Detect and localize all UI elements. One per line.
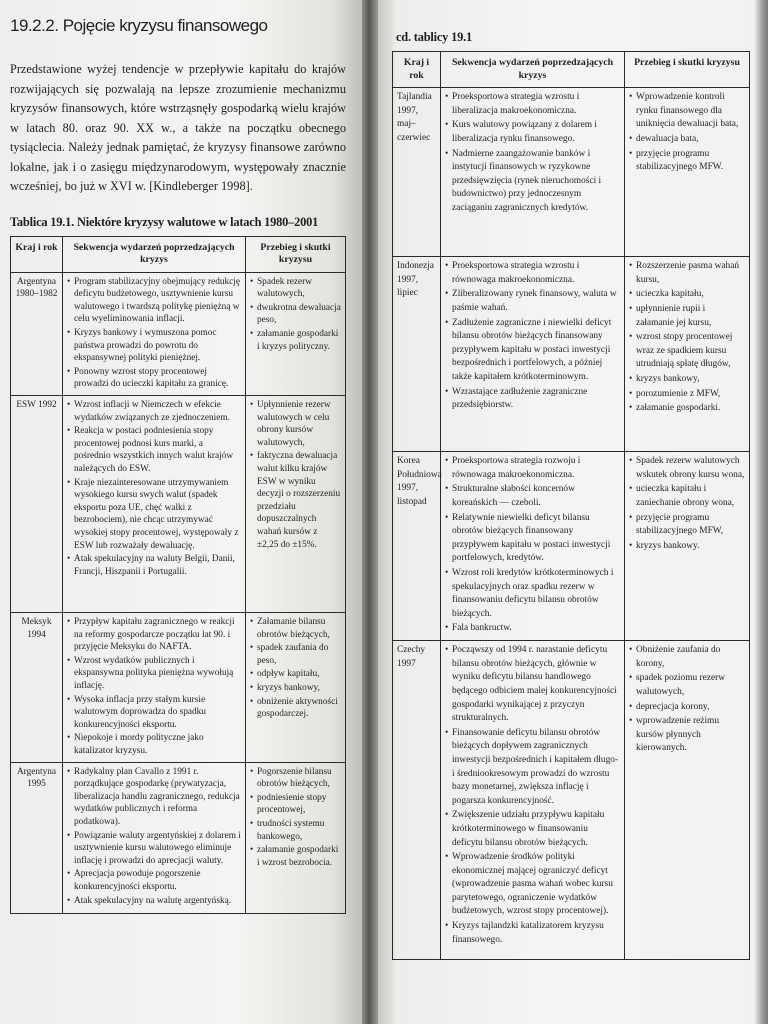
section-heading: 19.2.2. Pojęcie kryzysu finansowego xyxy=(10,16,268,35)
list-item: • Reakcja w postaci podniesienia stopy procentowej podnosi kurs marki, a pośrednio wszystkich innych walut krajów należących do ESW. xyxy=(67,425,241,475)
list-item: • załamanie gospodarki i kryzys polityczny. xyxy=(250,328,341,353)
header-country: Kraj i rok xyxy=(11,236,63,272)
list-item: • kryzys bankowy. xyxy=(629,540,745,554)
effects-cell xyxy=(246,396,346,613)
list-item: • obniżenie aktywności gospodarczej. xyxy=(250,696,341,721)
country-cell: ESW 1992 xyxy=(11,396,63,613)
list-item: • Pogorszenie bilansu obrotów bieżących, xyxy=(250,766,341,791)
sequence-cell xyxy=(441,88,625,257)
country-cell: Argentyna 1995 xyxy=(11,762,63,913)
effects-cell xyxy=(625,452,750,641)
list-item: • Ponowny wzrost stopy procentowej prowadzi do ucieczki kapitału za granicę. xyxy=(67,366,241,391)
list-item: • faktyczna dewaluacja walut kilku krajów ESW w wyniku decyzji o rozszerzeniu przedziału dopuszczalnych wahań kursów z ±2,25 do ±15%. xyxy=(250,450,341,551)
list-item: • Począwszy od 1994 r. narastanie deficytu bilansu obrotów bieżących, głównie w wyniku deficytu bilansu handlowego będącego odbiciem malej konkurencyjności gospodarki wynikającej z przyczyn strukturalnych. xyxy=(445,644,620,726)
list-item: • Zwiększenie udziału przypływu kapitału krótkoterminowego w finansowaniu deficytu bilansu obrotów bieżących. xyxy=(445,809,620,850)
list-item: • Upłynnienie rezerw walutowych w celu obrony kursów walutowych, xyxy=(250,399,341,449)
list-item: • spadek poziomu rezerw walutowych, xyxy=(629,672,745,699)
table-row xyxy=(393,257,750,452)
list-item: • trudności systemu bankowego, xyxy=(250,818,341,843)
table-header-row xyxy=(11,236,346,272)
list-item: • wzrost stopy procentowej wraz ze spadkiem kursu utrudniają spłatę długów, xyxy=(629,331,745,372)
list-item: • Proeksportowa strategia wzrostu i równowaga makroekonomiczna. xyxy=(445,260,620,287)
list-item: • ucieczka kapitału i zaniechanie obrony wona, xyxy=(629,483,745,510)
list-item: • Finansowanie deficytu bilansu obrotów bieżących dopływem zagranicznych inwestycji bezpośrednich i kapitałem długo- i średniookresowym prowadzi do wzrostu bazy monetarnej, zwiększa inflację i pogarsza konkurencyjność. xyxy=(445,727,620,809)
effects-cell xyxy=(246,613,346,763)
list-item: • Program stabilizacyjny obejmujący redukcję deficytu budżetowego, usztywnienie kursu walutowego i twardszą politykę pieniężną w celu wyeliminowania inflacji. xyxy=(67,276,241,326)
list-item: • upłynnienie rupii i załamanie jej kursu, xyxy=(629,303,745,330)
list-item: • Nadmierne zaangażowanie banków i instytucji finansowych w ryzykowne przedsięwzięcia (rynek nieruchomości i budownictwo) przy jednoczesnym zaciąganiu zagranicznych kredytów. xyxy=(445,148,620,216)
crisis-table-continued xyxy=(392,51,750,960)
list-item: • Wzrastające zadłużenie zagraniczne przedsiębiorstw. xyxy=(445,386,620,413)
table-caption: Tablica 19.1. Niektóre kryzysy walutowe w latach 1980–2001 xyxy=(10,214,319,229)
list-item: • porozumienie z MFW, xyxy=(629,388,745,402)
list-item: • kryzys bankowy, xyxy=(250,682,341,695)
sequence-cell xyxy=(63,396,246,613)
list-item: • Proeksportowa strategia rozwoju i równowaga makroekonomiczna. xyxy=(445,455,620,482)
list-item: • Niepokoje i mordy polityczne jako katalizator kryzysu. xyxy=(67,732,241,757)
list-item: • załamanie gospodarki. xyxy=(629,402,745,416)
effects-cell xyxy=(625,641,750,960)
list-item: • ucieczka kapitału, xyxy=(629,288,745,302)
table-row xyxy=(393,88,750,257)
list-item: • odpływ kapitału, xyxy=(250,668,341,681)
table-row xyxy=(11,272,346,395)
table-continuation-caption: cd. tablicy 19.1 xyxy=(396,30,472,44)
country-cell: Tajlandia 1997, maj–czerwiec xyxy=(393,88,441,257)
sequence-cell xyxy=(63,272,246,395)
sequence-cell xyxy=(441,641,625,960)
list-item: • deprecjacja korony, xyxy=(629,701,745,715)
header-sequence: Sekwencja wydarzeń poprzedzających kryzys xyxy=(441,52,625,88)
header-effects: Przebieg i skutki kryzysu xyxy=(246,236,346,272)
list-item: • Fala bankructw. xyxy=(445,622,620,636)
left-page xyxy=(0,0,362,1024)
list-item: • Powiązanie waluty argentyńskiej z dolarem i usztywnienie kursu walutowego eliminuje inflację i prowadzi do aprecjacji waluty. xyxy=(67,830,241,868)
list-item: • Kryzys bankowy i wymuszona pomoc państwa prowadzi do powrotu do ekspansywnej polityki pieniężnej. xyxy=(67,327,241,365)
sequence-cell xyxy=(441,452,625,641)
country-cell: Czechy 1997 xyxy=(393,641,441,960)
list-item: • Proeksportowa strategia wzrostu i liberalizacja makroekonomiczna. xyxy=(445,91,620,118)
table-row xyxy=(11,613,346,763)
list-item: • Aprecjacja powoduje pogorszenie konkurencyjności eksportu. xyxy=(67,868,241,893)
list-item: • wprowadzenie reżimu kursów płynnych kierowanych. xyxy=(629,715,745,756)
list-item: • Wprowadzenie środków polityki ekonomicznej mającej ograniczyć deficyt (wprowadzenie pasma wahań wobec kursu parytetowego, ograniczenie wydatków budżetowych, wzrost stopy procentowej). xyxy=(445,851,620,919)
sequence-cell xyxy=(63,613,246,763)
list-item: • Spadek rezerw walutowych wskutek obrony kursu wona, xyxy=(629,455,745,482)
country-cell: Meksyk 1994 xyxy=(11,613,63,763)
country-cell: Indonezja 1997, lipiec xyxy=(393,257,441,452)
list-item: • podniesienie stopy procentowej, xyxy=(250,792,341,817)
crisis-table xyxy=(10,236,346,914)
page-edge-shadow xyxy=(754,0,768,1024)
effects-cell xyxy=(625,88,750,257)
list-item: • Wysoka inflacja przy stałym kursie walutowym doprowadza do spadku konkurencyjności eksportu. xyxy=(67,694,241,732)
list-item: • Zliberalizowany rynek finansowy, waluta w paśmie wahań. xyxy=(445,288,620,315)
country-cell: Korea Południowa 1997, listopad xyxy=(393,452,441,641)
list-item: • Obniżenie zaufania do korony, xyxy=(629,644,745,671)
list-item: • Radykalny plan Cavallo z 1991 r. porządkujące gospodarkę (prywatyzacja, liberalizacja handlu zagranicznego, redukcja wydatków publicznych i reforma podatkowa). xyxy=(67,766,241,829)
table-header-row xyxy=(393,52,750,88)
list-item: • Wprowadzenie kontroli rynku finansowego dla uniknięcia dewaluacji bata, xyxy=(629,91,745,132)
list-item: • przyjęcie programu stabilizacyjnego MFW. xyxy=(629,148,745,175)
list-item: • spadek zaufania do peso, xyxy=(250,642,341,667)
list-item: • Przypływ kapitału zagranicznego w reakcji na reformy gospodarcze początku lat 90. i przyjęcie Meksyku do NAFTA. xyxy=(67,616,241,654)
effects-cell xyxy=(625,257,750,452)
list-item: • Strukturalne słabości koncernów koreańskich — czeboli. xyxy=(445,483,620,510)
header-sequence: Sekwencja wydarzeń poprzedzających kryzys xyxy=(63,236,246,272)
list-item: • kryzys bankowy, xyxy=(629,373,745,387)
table-row xyxy=(11,396,346,613)
intro-paragraph: Przedstawione wyżej tendencje w przepływie kapitału do krajów rozwijających się pozwalają na lepsze zrozumienie mechanizmu kryzysów finansowych, które wstrząsnęły gospodarką wielu krajów w latach 80. oraz 90. XX w., a także na początku obecnego tysiąclecia. Należy jednak pamiętać, że kryzysy finansowe zarówno lokalne, jak i o zasięgu międzynarodowym, występowały znacznie wcześniej, bo już w XVI w. [Kindleberger 1998]. xyxy=(10,62,346,193)
header-effects: Przebieg i skutki kryzysu xyxy=(625,52,750,88)
header-country: Kraj i rok xyxy=(393,52,441,88)
list-item: • Wzrost inflacji w Niemczech w efekcie wydatków związanych ze zjednoczeniem. xyxy=(67,399,241,424)
list-item: • Atak spekulacyjny na waluty Belgii, Danii, Francji, Hiszpanii i Portugalii. xyxy=(67,553,241,578)
country-cell: Argentyna 1980–1982 xyxy=(11,272,63,395)
list-item: • Relatywnie niewielki deficyt bilansu obrotów bieżących finansowany przypływem kapitału w postaci inwestycji portfelowych, kredytów. xyxy=(445,512,620,566)
list-item: • Atak spekulacyjny na walutę argentyńską. xyxy=(67,895,241,908)
list-item: • dwukrotna dewaluacja peso, xyxy=(250,302,341,327)
list-item: • dewaluacja bata, xyxy=(629,133,745,147)
table-row xyxy=(11,762,346,913)
sequence-cell xyxy=(63,762,246,913)
table-row xyxy=(393,452,750,641)
list-item: • Rozszerzenie pasma wahań kursu, xyxy=(629,260,745,287)
list-item: • Spadek rezerw walutowych, xyxy=(250,276,341,301)
list-item: • Zadłużenie zagraniczne i niewielki deficyt bilansu obrotów bieżących finansowany przypływem kapitału w postaci inwestycji bezpośrednich i portfelowych, a później także kapitałem krótkoterminowym. xyxy=(445,317,620,385)
sequence-cell xyxy=(441,257,625,452)
table-row xyxy=(393,641,750,960)
list-item: • Załamanie bilansu obrotów bieżących, xyxy=(250,616,341,641)
list-item: • Wzrost wydatków publicznych i ekspansywna polityka pieniężna wywołują inflację. xyxy=(67,655,241,693)
effects-cell xyxy=(246,762,346,913)
list-item: • załamanie gospodarki i wzrost bezrobocia. xyxy=(250,844,341,869)
list-item: • Kryzys tajlandzki katalizatorem kryzysu finansowego. xyxy=(445,920,620,947)
list-item: • Kraje niezainteresowane utrzymywaniem wysokiego kursu swych walut (spadek eksportu poza UE, chęć walki z bezrobociem), nie chcąc utrzymywać wysokiej stopy procentowej, występowały z ESW lub rozważały dewaluację. xyxy=(67,477,241,553)
effects-cell xyxy=(246,272,346,395)
book-gutter xyxy=(362,0,378,1024)
list-item: • Wzrost roli kredytów krótkoterminowych i spekulacyjnych oraz spadku rezerw w finansowaniu deficytu bilansu obrotów bieżących. xyxy=(445,567,620,621)
list-item: • przyjęcie programu stabilizacyjnego MFW, xyxy=(629,512,745,539)
list-item: • Kurs walutowy powiązany z dolarem i liberalizacja rynku finansowego. xyxy=(445,119,620,146)
right-page xyxy=(378,0,768,1024)
